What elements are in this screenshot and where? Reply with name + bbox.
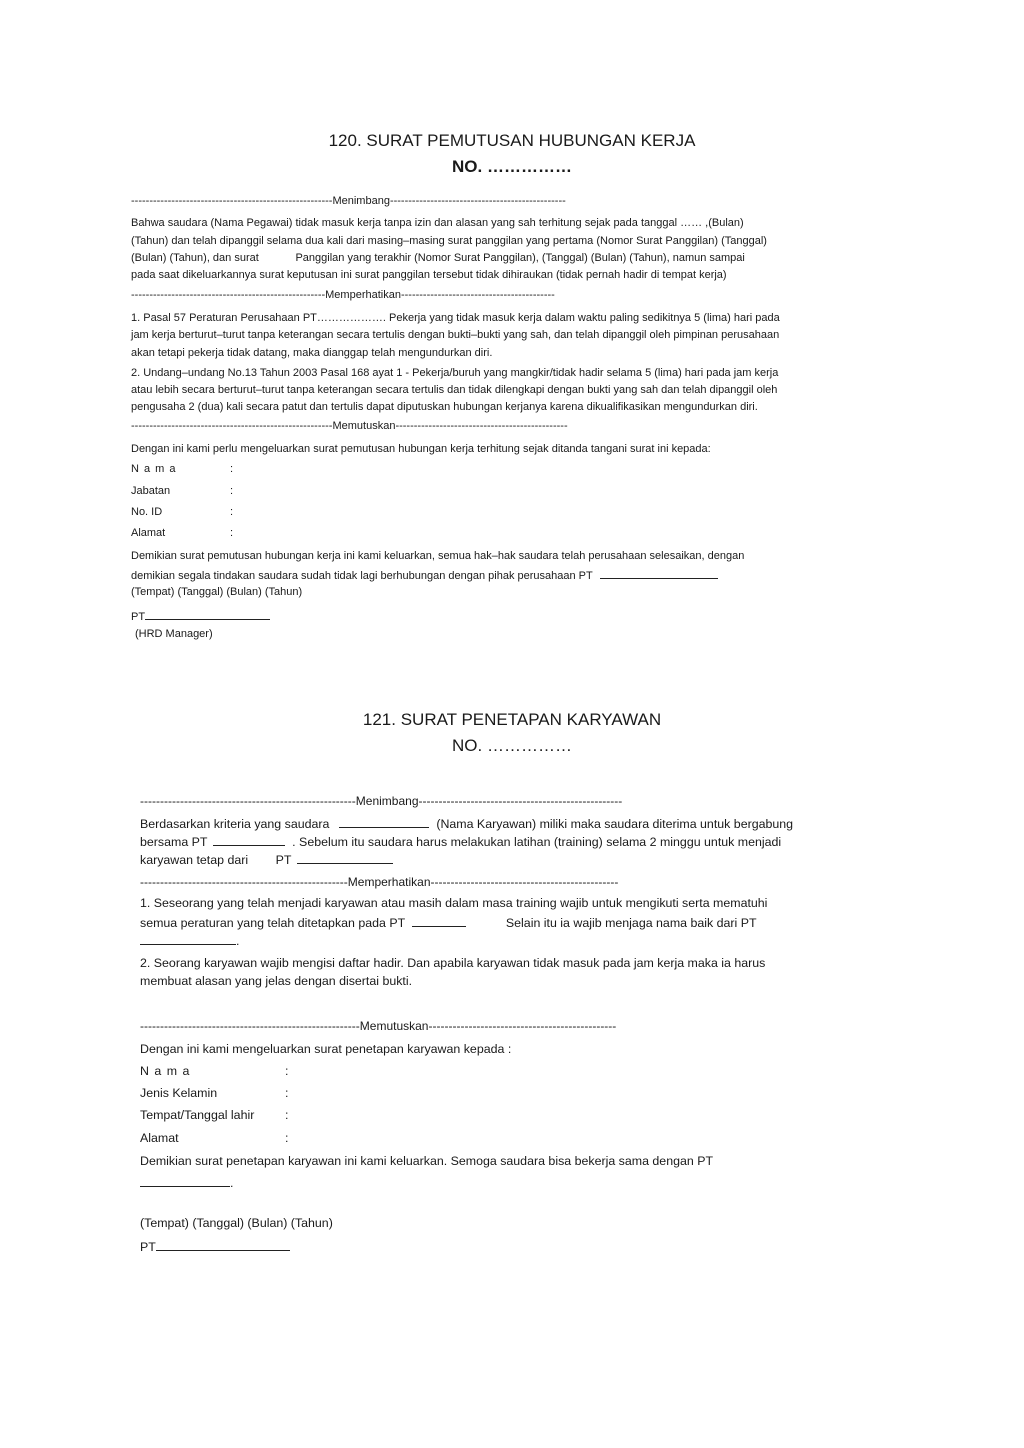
doc2-field-nama-colon: :	[285, 1064, 289, 1078]
doc1-closing-line-1: Demikian surat pemutusan hubungan kerja ini kami keluarkan, semua hak–hak saudara telah perusahaan selesaikan, dengan	[131, 550, 745, 562]
doc1-separator-memutuskan: -------------------------------------------------------Memutuskan-----------------------------------------------	[131, 420, 568, 432]
doc1-closing-line-2: demikian segala tindakan saudara sudah tidak lagi berhubungan dengan pihak perusahaan PT	[131, 570, 593, 582]
doc2-menimbang-1a: Berdasarkan kriteria yang saudara	[140, 817, 330, 831]
doc1-hrd-manager: (HRD Manager)	[135, 628, 213, 640]
doc2-memperhatikan-2-line-1: 2. Seorang karyawan wajib mengisi daftar hadir. Dan apabila karyawan tidak masuk pada jam kerja maka ia harus	[140, 956, 766, 970]
doc1-separator-memperhatikan: -----------------------------------------------------Memperhatikan------------------------------------------	[131, 289, 555, 301]
doc2-menimbang-3b: PT	[275, 853, 292, 867]
doc2-menimbang-line-2	[140, 833, 781, 849]
doc1-menimbang-line-2: (Tahun) dan telah dipanggil selama dua kali dari masing–masing surat panggilan yang pertama (Nomor Surat Panggilan) (Tanggal)	[131, 235, 767, 247]
doc2-menimbang-3a: karyawan tetap dari	[140, 853, 249, 867]
doc2-field-ttl-label: Tempat/Tanggal lahir	[140, 1108, 255, 1122]
doc2-separator-memutuskan: -------------------------------------------------------Memutuskan-----------------------------------------------	[140, 1019, 617, 1033]
doc2-company-blank-1	[213, 833, 285, 846]
doc1-field-jabatan-colon: :	[230, 485, 234, 497]
doc1-title: 120. SURAT PEMUTUSAN HUBUNGAN KERJA	[328, 131, 696, 150]
doc2-field-ttl-colon: :	[285, 1108, 289, 1122]
doc1-memperhatikan-2-line-1: 2. Undang–undang No.13 Tahun 2003 Pasal 168 ayat 1 - Pekerja/buruh yang mangkir/tidak hadir selama 5 (lima) hari pada jam kerja	[131, 367, 779, 379]
doc2-signature-pt-wrap	[140, 1238, 290, 1254]
doc2-menimbang-2b: . Sebelum itu saudara harus melakukan latihan (training) selama 2 minggu untuk menjadi	[292, 835, 782, 849]
doc1-memperhatikan-2-line-2: atau lebih secara berturut–turut tanpa keterangan secara tertulis dan tidak dilengkapi dengan bukti yang sah dan telah dipanggil oleh	[131, 384, 778, 396]
doc2-company-blank-3	[412, 914, 466, 927]
doc1-memperhatikan-1-line-3: akan tetapi pekerja tidak datang, maka dianggap telah mengundurkan diri.	[131, 347, 493, 359]
doc1-company-blank	[600, 566, 718, 579]
doc1-separator-menimbang: -------------------------------------------------------Menimbang------------------------------------------------	[131, 195, 566, 207]
doc2-memperhatikan-1-line-2	[140, 914, 757, 930]
doc1-memperhatikan-2-line-3: pengusaha 2 (dua) kali secara patut dan tertulis dapat diputuskan hubungan kerjanya karena dikualifikasikan mengundurkan diri.	[131, 401, 758, 413]
doc2-field-jenis-kelamin-colon: :	[285, 1086, 289, 1100]
doc1-menimbang-line-4: pada saat dikeluarkannya surat keputusan ini surat panggilan tersebut tidak dihiraukan (tidak pernah hadir di tempat kerja)	[131, 269, 727, 281]
doc2-memperhatikan-1-line-3	[140, 932, 239, 948]
doc1-menimbang-line-3: (Bulan) (Tahun), dan surat Panggilan yang terakhir (Nomor Surat Panggilan), (Tanggal) (Bulan) (Tahun), namun sampai	[131, 252, 745, 264]
doc2-field-jenis-kelamin-label: Jenis Kelamin	[140, 1086, 218, 1100]
doc2-menimbang-line-3	[140, 851, 393, 867]
doc1-signature-blank	[145, 607, 270, 620]
doc2-place-date: (Tempat) (Tanggal) (Bulan) (Tahun)	[140, 1216, 333, 1230]
doc2-closing-line-1: Demikian surat penetapan karyawan ini kami keluarkan. Semoga saudara bisa bekerja sama dengan PT	[140, 1154, 714, 1168]
doc2-field-alamat-label: Alamat	[140, 1131, 179, 1145]
doc2-memperhatikan-2-line-2: membuat alasan yang jelas dengan disertai bukti.	[140, 974, 413, 988]
doc2-number: NO. ……………	[452, 736, 572, 755]
doc2-company-blank-2	[297, 851, 393, 864]
doc2-memutuskan-text: Dengan ini kami mengeluarkan surat penetapan karyawan kepada :	[140, 1042, 512, 1056]
doc2-menimbang-2a: bersama PT	[140, 835, 208, 849]
doc2-mp1-b: semua peraturan yang telah ditetapkan pada PT	[140, 916, 405, 930]
doc2-closing-line-2: .	[230, 1176, 234, 1190]
doc2-signature-blank	[156, 1238, 290, 1251]
doc1-field-alamat-label: Alamat	[131, 527, 166, 539]
doc2-company-blank-5	[140, 1174, 230, 1187]
doc1-memperhatikan-1-line-1: 1. Pasal 57 Peraturan Perusahaan PT………………. Pekerja yang tidak masuk kerja dalam waktu paling sedikitnya 5 (lima) hari pada	[131, 312, 780, 324]
doc1-field-nama-colon: :	[230, 463, 234, 475]
doc1-field-alamat-colon: :	[230, 527, 234, 539]
doc2-separator-menimbang: ------------------------------------------------------Menimbang---------------------------------------------------	[140, 794, 623, 808]
doc1-closing-line-2-wrap	[131, 566, 718, 582]
doc2-title: 121. SURAT PENETAPAN KARYAWAN	[362, 710, 662, 729]
doc2-memperhatikan-1-line-1: 1. Seseorang yang telah menjadi karyawan atau masih dalam masa training wajib untuk mengikuti serta mematuhi	[140, 896, 768, 910]
doc2-employee-name-blank	[339, 815, 429, 828]
doc2-menimbang-1b: (Nama Karyawan) miliki maka saudara diterima untuk bergabung	[436, 817, 794, 831]
doc1-field-jabatan-label: Jabatan	[131, 485, 171, 497]
doc1-signature-pt-wrap	[131, 607, 270, 623]
doc2-mp1-c: Selain itu ia wajib menjaga nama baik dari PT	[505, 916, 757, 930]
doc1-number: NO. ……………	[452, 157, 572, 176]
doc2-menimbang-line-1	[140, 815, 793, 831]
doc2-field-nama-label: N a m a	[140, 1064, 191, 1078]
doc1-field-noid-colon: :	[230, 506, 234, 518]
doc2-field-alamat-colon: :	[285, 1131, 289, 1145]
doc1-memperhatikan-1-line-2: jam kerja berturut–turut tanpa keterangan secara tertulis dengan bukti–bukti yang sah, dan telah dipanggil oleh pimpinan perusahaan	[131, 329, 780, 341]
doc2-mp1-d: .	[236, 934, 240, 948]
doc1-menimbang-line-1: Bahwa saudara (Nama Pegawai) tidak masuk kerja tanpa izin dan alasan yang sah terhitung sejak pada tanggal …… ,(Bulan)	[131, 217, 744, 229]
doc1-place-date: (Tempat) (Tanggal) (Bulan) (Tahun)	[131, 586, 303, 598]
doc2-company-blank-4	[140, 932, 236, 945]
doc2-signature-pt: PT	[140, 1240, 156, 1254]
doc1-field-nama-label: N a m a	[131, 463, 177, 475]
doc1-signature-pt: PT	[131, 611, 146, 623]
doc1-field-noid-label: No. ID	[131, 506, 163, 518]
doc2-separator-memperhatikan: ----------------------------------------------------Memperhatikan-----------------------------------------------	[140, 875, 619, 889]
doc2-closing-line-2-wrap	[140, 1174, 233, 1190]
doc1-memutuskan-text: Dengan ini kami perlu mengeluarkan surat pemutusan hubungan kerja terhitung sejak ditanda tangani surat ini kepada:	[131, 443, 711, 455]
